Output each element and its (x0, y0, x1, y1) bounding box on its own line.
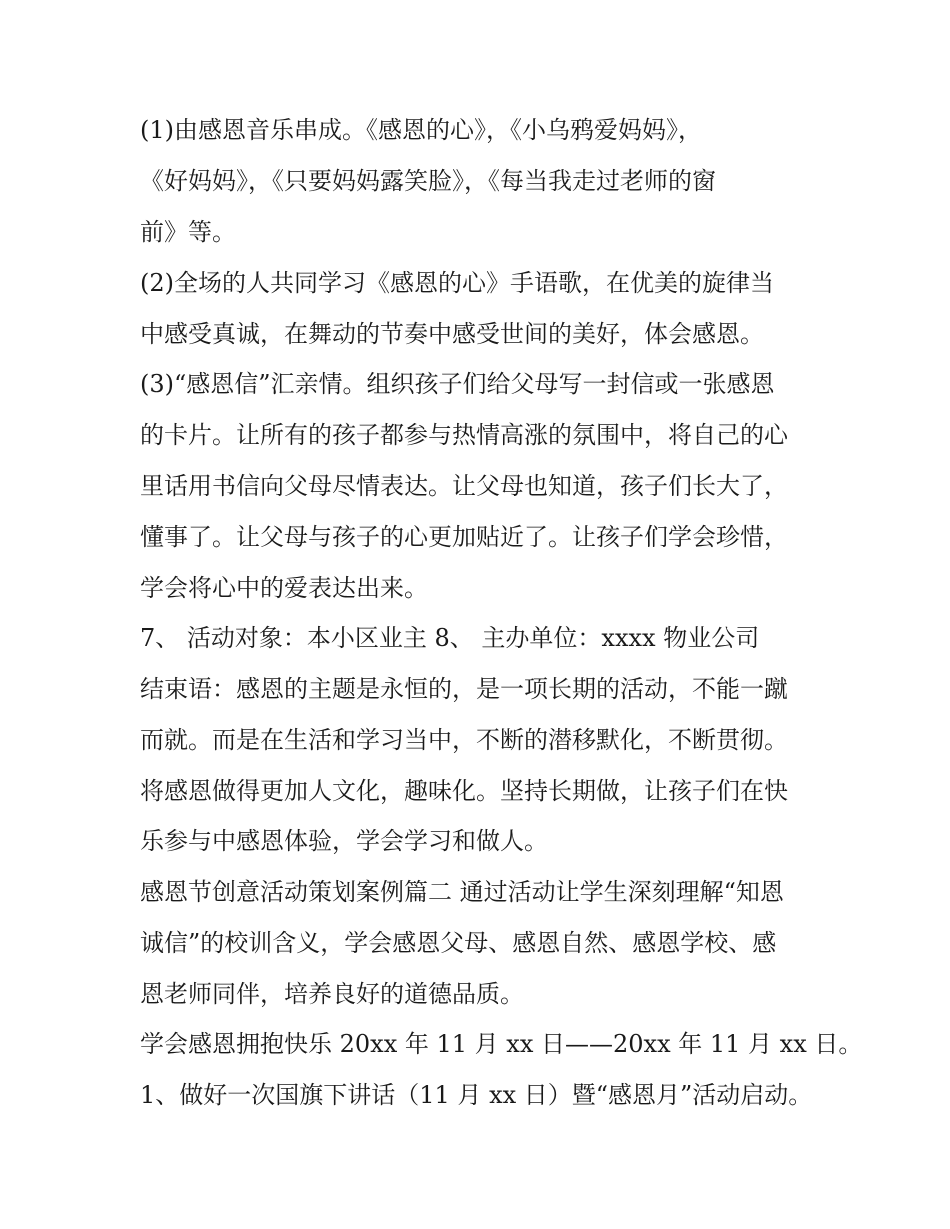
text-line: 而就。而是在生活和学习当中，不断的潜移默化，不断贯彻。 (140, 726, 788, 754)
text-line: 的卡片。让所有的孩子都参与热情高涨的氛围中，将自己的心 (140, 421, 788, 449)
text-line: 将感恩做得更加人文化，趣味化。坚持长期做，让孩子们在快 (140, 777, 788, 805)
text-line: 《好妈妈》，《只要妈妈露笑脸》，《每当我走过老师的窗 (140, 167, 716, 195)
text-line: 乐参与中感恩体验，学会学习和做人。 (140, 827, 548, 855)
text-line: 感恩节创意活动策划案例篇二 通过活动让学生深刻理解“知恩 (140, 878, 784, 906)
text-line: (2)全场的人共同学习《感恩的心》手语歌，在优美的旋律当 (140, 269, 774, 297)
text-line: 学会将心中的爱表达出来。 (140, 574, 428, 602)
text-line: (1)由感恩音乐串成。《感恩的心》，《小乌鸦爱妈妈》， (140, 116, 702, 144)
text-line: 懂事了。让父母与孩子的心更加贴近了。让孩子们学会珍惜， (140, 523, 788, 551)
text-line: 里话用书信向父母尽情表达。让父母也知道，孩子们长大了， (140, 472, 788, 500)
text-line: 诚信”的校训含义，学会感恩父母、感恩自然、感恩学校、感 (140, 929, 777, 957)
text-line: 前》等。 (140, 218, 236, 246)
text-line: 学会感恩拥抱快乐 20xx 年 11 月 xx 日——20xx 年 11 月 xx 日。 (140, 1030, 863, 1058)
text-line: 中感受真诚，在舞动的节奏中感受世间的美好，体会感恩。 (140, 320, 764, 348)
text-line: 结束语：感恩的主题是永恒的，是一项长期的活动，不能一蹴 (140, 675, 788, 703)
text-line: 1、做好一次国旗下讲话（11 月 xx 日）暨“感恩月”活动启动。 (140, 1081, 813, 1109)
text-line: 7、 活动对象：本小区业主 8、 主办单位：xxxx 物业公司 (140, 624, 760, 652)
text-line: (3)“感恩信”汇亲情。组织孩子们给父母写一封信或一张感恩 (140, 370, 775, 398)
text-line: 恩老师同伴，培养良好的道德品质。 (140, 980, 524, 1008)
